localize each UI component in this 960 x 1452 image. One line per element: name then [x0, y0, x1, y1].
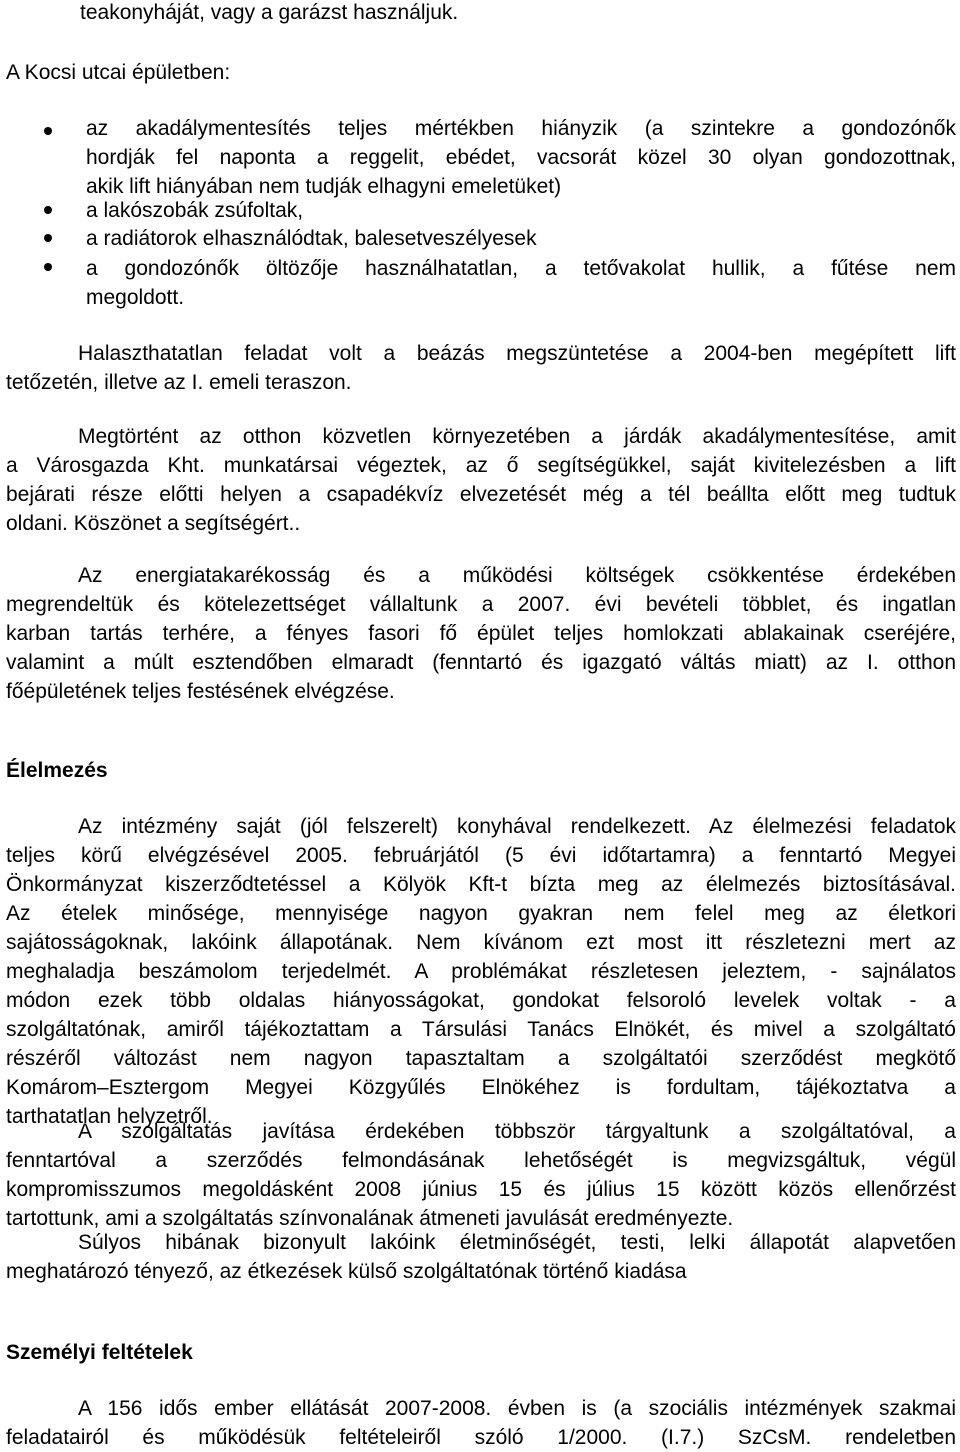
- paragraph-elelmezes-2: [6, 1117, 956, 1233]
- kocsi-intro: [6, 58, 956, 87]
- heading-elelmezes: Élelmezés: [6, 759, 108, 782]
- paragraph-line: sajátosságoknak, lakóink állapotának. Nem kívánom ezt most itt részletezni mert az: [6, 931, 956, 954]
- paragraph-line: fenntartóval a szerződés felmondásának lehetőségét is megvizsgáltuk, végül: [6, 1149, 956, 1172]
- bullet-item-4: [86, 254, 956, 312]
- paragraph-jardak: [6, 422, 956, 538]
- paragraph-line: A szolgáltatás javítása érdekében többször tárgyaltunk a szolgáltatóval, a: [78, 1120, 956, 1143]
- paragraph-line: szolgáltatónak, amiről tájékoztattam a Társulási Tanács Elnökét, és mivel a szolgáltató: [6, 1018, 956, 1041]
- bullet-line: az akadálymentesítés teljes mértékben hiányzik (a szintekre a gondozónők: [86, 117, 956, 140]
- paragraph-line: meghatározó tényező, az étkezések külső szolgáltatónak történő kiadása: [6, 1260, 687, 1283]
- paragraph-line: meghaladja beszámolom terjedelmét. A problémákat részletesen jeleztem, - sajnálatos: [6, 960, 956, 983]
- paragraph-line: Az energiatakarékosság és a működési költségek csökkentése érdekében: [78, 564, 956, 587]
- paragraph-line: Az ételek minősége, mennyisége nagyon gyakran nem felel meg az életkori: [6, 902, 956, 925]
- bullet-line: a radiátorok elhasználódtak, balesetveszélyesek: [86, 227, 537, 250]
- bullet-line: megoldott.: [86, 286, 185, 309]
- paragraph-line: valamint a múlt esztendőben elmaradt (fenntartó és igazgató váltás miatt) az I. otthon: [6, 651, 956, 674]
- paragraph-line: karban tartás terhére, a fényes fasori fő épület teljes homlokzati ablakainak cseréjére,: [6, 622, 956, 645]
- paragraph-line: Az intézmény saját (jól felszerelt) konyhával rendelkezett. Az élelmezési feladatok: [78, 815, 956, 838]
- bullet-icon: [44, 234, 52, 242]
- top-line: [80, 0, 950, 27]
- paragraph-szemelyi-1: [6, 1394, 956, 1452]
- bullet-item-3: [86, 224, 956, 253]
- paragraph-line: feladatairól és működésük feltételeiről szóló 1/2000. (I.7.) SzCsM. rendeletben: [6, 1426, 956, 1449]
- kocsi-intro-text: A Kocsi utcai épületben:: [6, 61, 231, 84]
- bullet-line: a lakószobák zsúfoltak,: [86, 199, 304, 222]
- paragraph-line: Súlyos hibának bizonyult lakóink életminőségét, testi, lelki állapotát alapvetően: [78, 1231, 956, 1254]
- paragraph-line: A 156 idős ember ellátását 2007-2008. évben is (a szociális intézmények szakmai: [78, 1397, 956, 1420]
- bullet-line: a gondozónők öltözője használhatatlan, a tetővakolat hullik, a fűtése nem: [86, 257, 956, 280]
- paragraph-line: részéről változást nem nagyon tapasztaltam a szolgáltatói szerződést megkötő: [6, 1047, 956, 1070]
- bullet-item-2: [86, 196, 956, 225]
- top-line-text: teakonyháját, vagy a garázst használjuk.: [80, 1, 459, 24]
- paragraph-beazas: [6, 339, 956, 397]
- paragraph-line: bejárati része előtti helyen a csapadékvíz elvezetését még a tél beállta előtt meg tudtuk: [6, 483, 956, 506]
- paragraph-line: módon ezek több oldalas hiányosságokat, gondokat felsoroló levelek voltak - a: [6, 989, 956, 1012]
- bullet-icon: [44, 263, 52, 271]
- paragraph-energia: [6, 561, 956, 706]
- paragraph-line: oldani. Köszönet a segítségért..: [6, 512, 301, 535]
- paragraph-line: Megtörtént az otthon közvetlen környezetében a járdák akadálymentesítése, amit: [78, 425, 956, 448]
- paragraph-line: tetőzetén, illetve az I. emeli teraszon.: [6, 371, 352, 394]
- bullet-item-1: [86, 114, 956, 201]
- bullet-icon: [44, 206, 52, 214]
- paragraph-elelmezes-3: [6, 1228, 956, 1286]
- paragraph-line: tartottunk, ami a szolgáltatás színvonalának átmeneti javulását eredményezte.: [6, 1207, 734, 1230]
- paragraph-elelmezes-1: [6, 812, 956, 1131]
- paragraph-line: a Városgazda Kht. munkatársai végeztek, az ő segítségükkel, saját kivitelezésben a lift: [6, 454, 956, 477]
- bullet-icon: [44, 127, 52, 135]
- paragraph-line: Önkormányzat kiszerződtetéssel a Kölyök Kft-t bízta meg az élelmezés biztosításával.: [6, 873, 956, 896]
- paragraph-line: tarthatatlan helyzetről.: [6, 1105, 213, 1128]
- paragraph-line: teljes körű elvégzésével 2005. februárjától (5 évi időtartamra) a fenntartó Megyei: [6, 844, 956, 867]
- paragraph-line: Halaszthatatlan feladat volt a beázás megszüntetése a 2004-ben megépített lift: [78, 342, 956, 365]
- paragraph-line: Komárom–Esztergom Megyei Közgyűlés Elnökéhez is fordultam, tájékoztatva a: [6, 1076, 956, 1099]
- paragraph-line: főépületének teljes festésének elvégzése.: [6, 680, 395, 703]
- heading-szemelyi-feltetelek: Személyi feltételek: [6, 1341, 193, 1364]
- bullet-line: akik lift hiányában nem tudják elhagyni emeletüket): [86, 175, 562, 198]
- paragraph-line: megrendeltük és kötelezettséget vállaltunk a 2007. évi bevételi többlet, és ingatlan: [6, 593, 956, 616]
- paragraph-line: kompromisszumos megoldásként 2008 június 15 és július 15 között közös ellenőrzést: [6, 1178, 956, 1201]
- bullet-line: hordják fel naponta a reggelit, ebédet, vacsorát közel 30 olyan gondozottnak,: [86, 146, 956, 169]
